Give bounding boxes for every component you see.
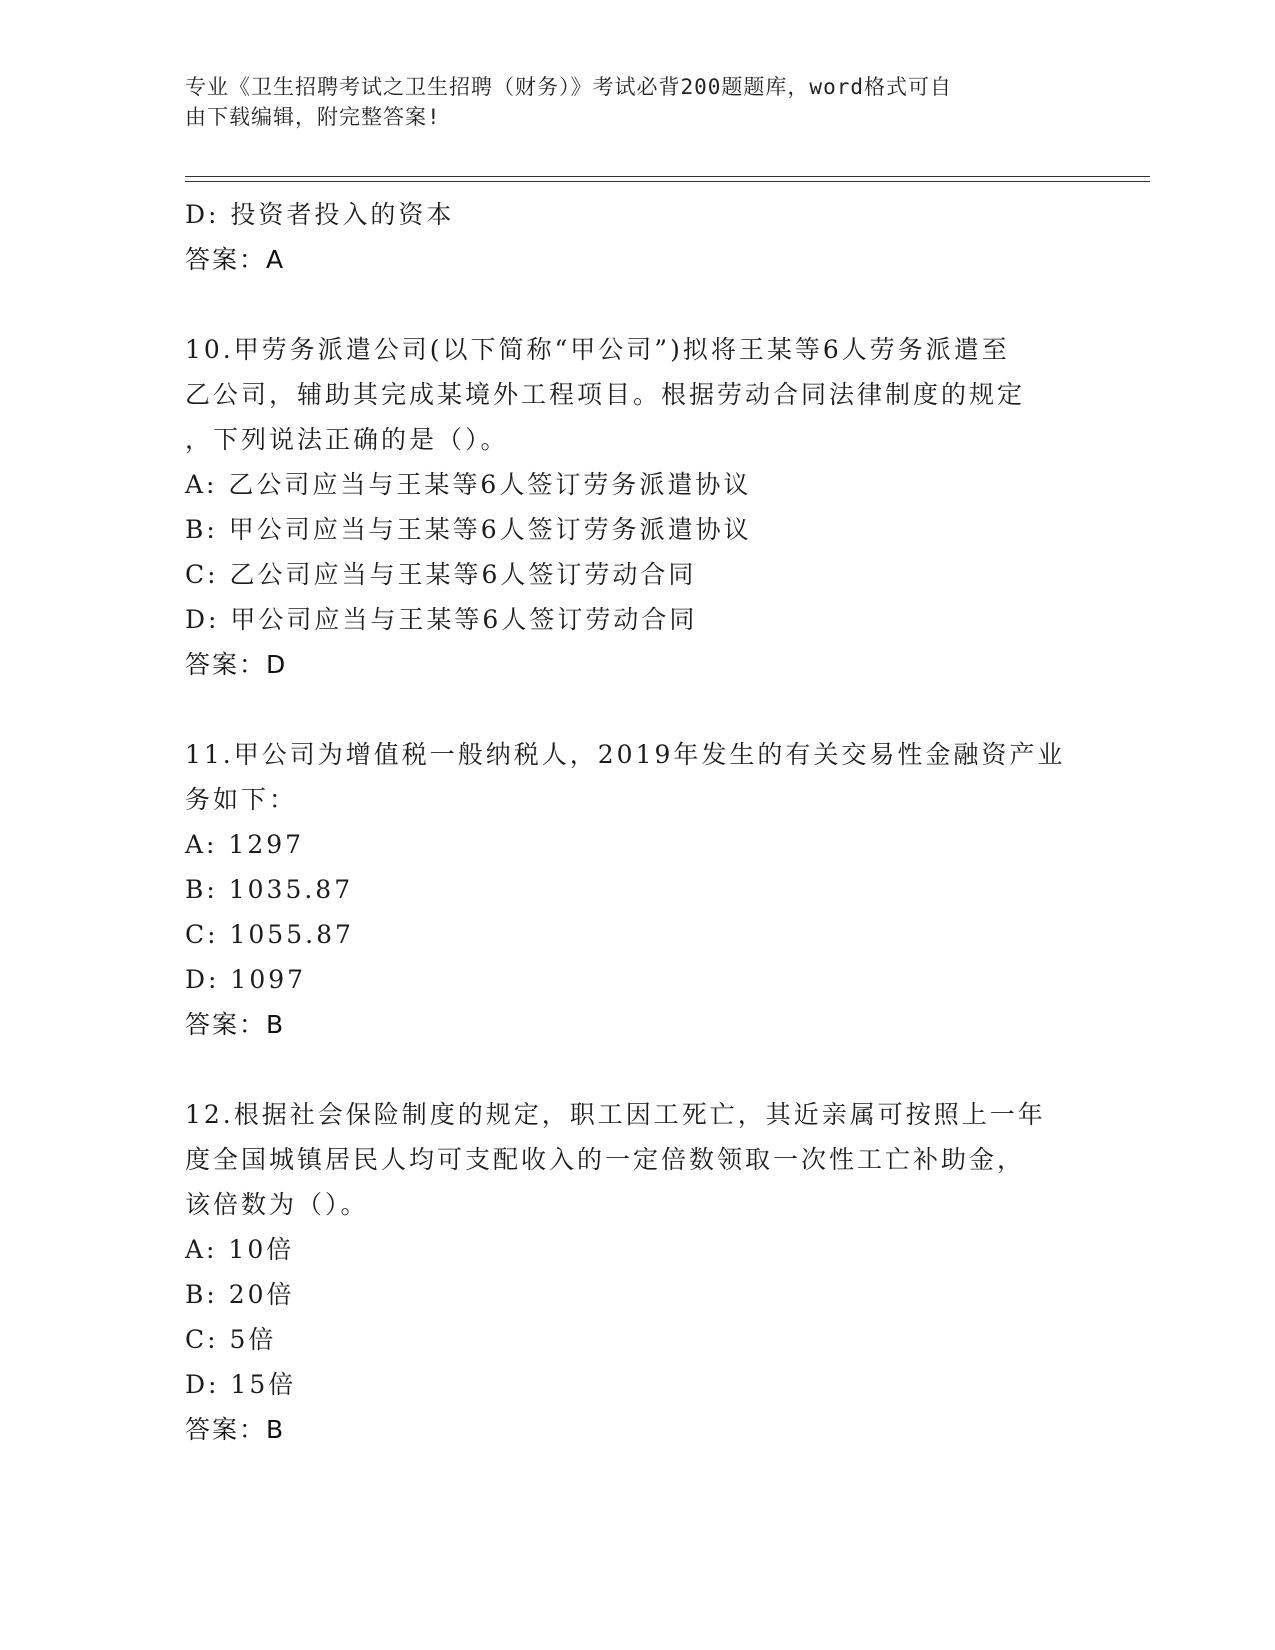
option-a: A: 10倍 <box>185 1235 295 1264</box>
option-b: B: 甲公司应当与王某等6人签订劳务派遣协议 <box>185 515 752 544</box>
answer-line: 答案：A <box>185 245 286 274</box>
document-header <box>185 72 1065 132</box>
option-a: A: 乙公司应当与王某等6人签订劳务派遣协议 <box>185 470 752 499</box>
header-divider-bottom <box>185 181 1150 182</box>
option-d: D: 15倍 <box>185 1370 297 1399</box>
question-text-line: 乙公司，辅助其完成某境外工程项目。根据劳动合同法律制度的规定 <box>185 380 1026 409</box>
question-12 <box>185 1092 1085 1452</box>
option-c: C: 乙公司应当与王某等6人签订劳动合同 <box>185 560 697 589</box>
question-text-line: 度全国城镇居民人均可支配收入的一定倍数领取一次性工亡补助金， <box>185 1145 1026 1174</box>
question-text-line: 该倍数为（）。 <box>185 1190 369 1219</box>
answer-line: 答案：B <box>185 1415 286 1444</box>
option-a: A: 1297 <box>185 830 305 859</box>
option-c: C: 5倍 <box>185 1325 277 1354</box>
answer-line: 答案：B <box>185 1010 286 1039</box>
header-line-1: 专业《卫生招聘考试之卫生招聘（财务）》考试必背200题题库，word格式可自 <box>185 75 952 99</box>
option-b: B: 1035.87 <box>185 875 354 904</box>
question-text-line: 12.根据社会保险制度的规定，职工因工死亡，其近亲属可按照上一年 <box>185 1100 1046 1129</box>
document-body <box>185 192 1085 1452</box>
question-text-line: ，下列说法正确的是（）。 <box>185 425 509 454</box>
option-d: D: 投资者投入的资本 <box>185 200 455 229</box>
option-c: C: 1055.87 <box>185 920 354 949</box>
option-b: B: 20倍 <box>185 1280 295 1309</box>
answer-line: 答案：D <box>185 650 288 679</box>
option-d: D: 甲公司应当与王某等6人签订劳动合同 <box>185 605 698 634</box>
option-d: D: 1097 <box>185 965 307 994</box>
previous-question-tail <box>185 192 1085 282</box>
question-text-line: 11.甲公司为增值税一般纳税人，2019年发生的有关交易性金融资产业 <box>185 740 1066 769</box>
question-text-line: 10.甲劳务派遣公司(以下简称“甲公司”)拟将王某等6人劳务派遣至 <box>185 335 1010 364</box>
question-text-line: 务如下： <box>185 785 298 814</box>
header-divider-top <box>185 176 1150 177</box>
header-line-2: 由下载编辑，附完整答案! <box>185 105 441 129</box>
question-11 <box>185 732 1085 1047</box>
question-10 <box>185 327 1085 687</box>
